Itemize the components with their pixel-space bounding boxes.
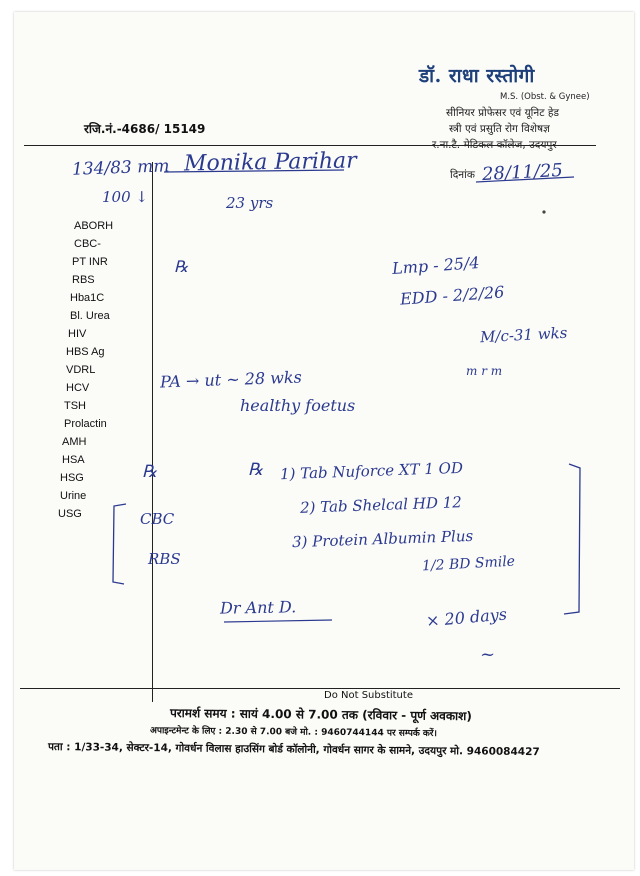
doctor-college: र.ना.टै. मेडिकल कॉलेज, उदयपुर [432,139,557,151]
handwritten-signature: ~ [480,644,496,665]
test-item: HBS Ag [66,346,105,358]
handwritten-date: 28/11/25 [481,159,564,186]
date-label: दिनांक [450,169,475,181]
registration-number: रजि.नं.-4686/ 15149 [84,122,206,136]
handwritten-pa: PA → ut ~ 28 wks [159,367,303,392]
handwritten-duration: × 20 days [425,604,508,631]
test-item: AMH [62,436,87,448]
handwritten-rx-line: 1/2 BD Smile [421,553,516,575]
test-item: PT INR [72,256,108,268]
handwritten-rx-line: 2) Tab Shelcal HD 12 [299,493,463,517]
handwritten-rx-symbol: ℞ [248,460,264,480]
consultation-hours: परामर्श समय : सायं 4.00 से 7.00 तक (रविवार - पूर्ण अवकाश) [169,706,472,724]
handwritten-mark: ℞ [174,257,189,276]
handwritten-investigation: RBS [148,550,181,568]
footer-divider [20,688,620,689]
handwritten-rx-line: 1) Tab Nuforce XT 1 OD [279,458,464,484]
test-item: CBC- [74,238,101,250]
ink-underline [224,620,332,622]
handwritten-note: m r m [466,364,503,378]
handwritten-age: 23 yrs [226,194,274,212]
test-item: Urine [60,490,87,502]
doctor-designation: सीनियर प्रोफेसर एवं यूनिट हेड [446,107,560,119]
ink-underline [164,170,344,172]
test-item: USG [58,508,82,520]
test-item: HSA [62,454,85,466]
handwritten-vitals: 100 ↓ [102,188,148,206]
test-item: Prolactin [64,418,107,430]
handwritten-investigation: CBC [140,510,175,528]
handwritten-weeks: M/c-31 wks [479,323,568,347]
test-item: Hba1C [70,292,105,304]
ink-dot [542,210,545,213]
doctor-specialty: स्त्री एवं प्रसुति रोग विशेषज्ञ [449,123,550,135]
test-item: ABORH [74,220,114,232]
handwritten-lmp: Lmp - 25/4 [391,252,481,279]
handwritten-patient-name: Monika Parihar [183,148,357,177]
handwritten-review: Dr Ant D. [219,597,297,618]
handwritten-rx-line: 3) Protein Albumin Plus [291,526,474,552]
test-item: TSH [64,400,86,412]
ink-bracket [564,464,580,614]
handwritten-mark: ℞ [142,462,158,482]
handwritten-vitals: 134/83 mm [71,156,170,180]
appointment-info: अपाइन्टमेन्ट के लिए : 2.30 से 7.00 बजे मो. : 9460744144 पर सम्पर्क करें। [149,726,437,740]
test-item: Bl. Urea [70,310,110,322]
handwritten-fhs: healthy foetus [240,396,356,415]
do-not-substitute: Do Not Substitute [324,690,413,701]
test-item: HIV [68,328,87,340]
prescription-page [14,12,634,870]
doctor-qualification: M.S. (Obst. & Gynee) [500,92,590,102]
handwritten-edd: EDD - 2/2/26 [399,282,505,309]
doctor-name: डॉ. राधा रस्तोगी [419,65,535,87]
test-item: HCV [66,382,90,394]
ink-underline [476,177,574,182]
test-item: HSG [60,472,84,484]
test-item: VDRL [66,364,96,376]
test-item: RBS [72,274,95,286]
clinic-address: पता : 1/33-34, सेक्टर-14, गोवर्धन विलास हाउसिंग बोर्ड कॉलोनी, गोवर्धन सागर के सामने, उदयपुर मो. 9460084427 [47,741,540,759]
ink-bracket [113,504,126,584]
